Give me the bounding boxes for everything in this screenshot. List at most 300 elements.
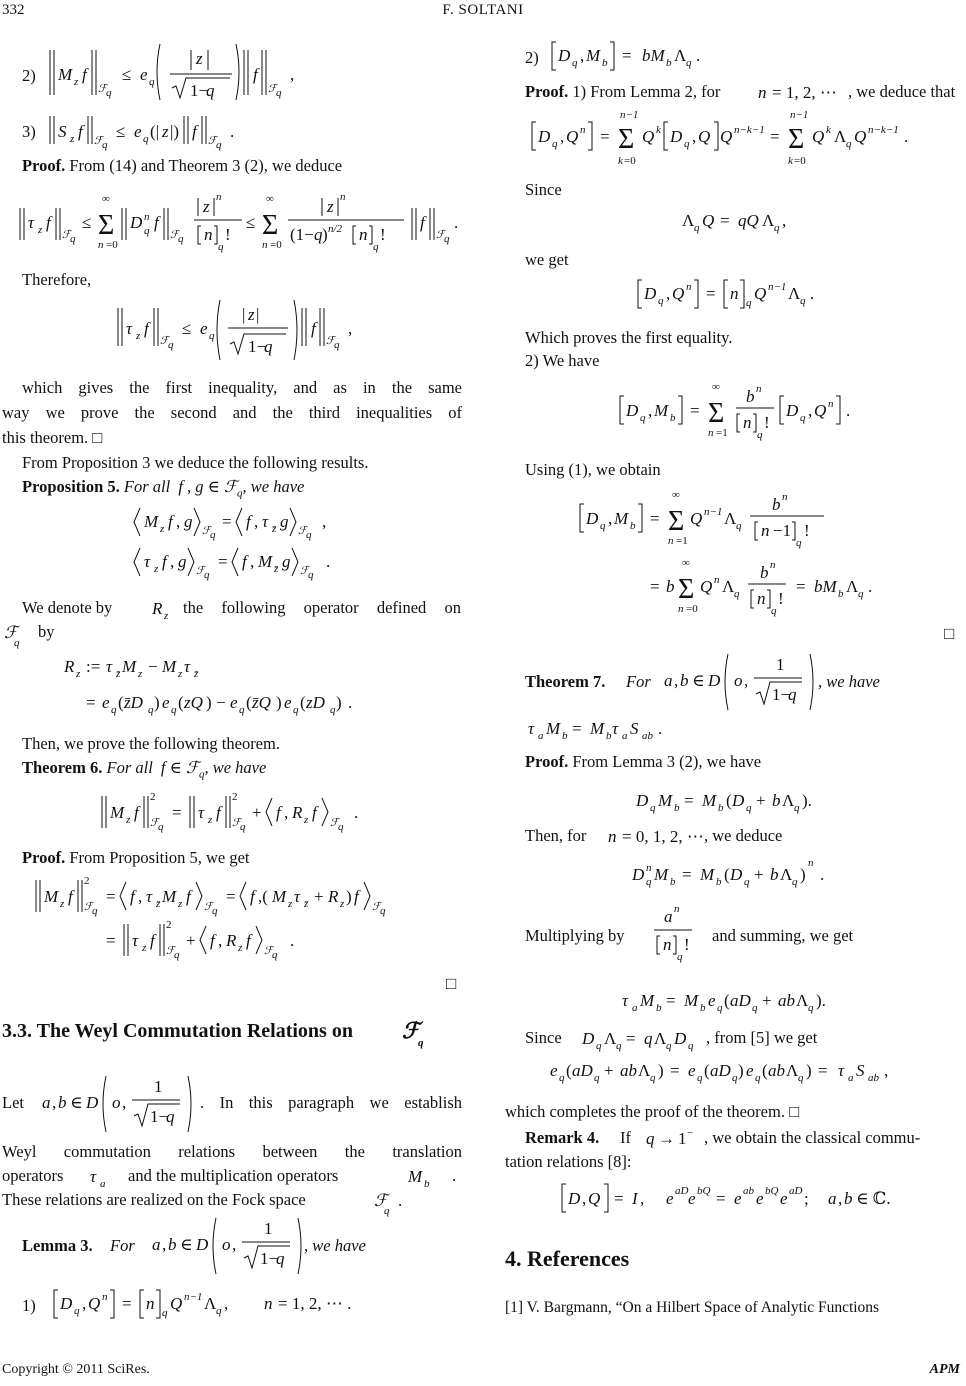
lemma-3-text-a: For	[110, 1236, 135, 1255]
theorem-6: Theorem 6. For all f ∈ ℱ$_q$, we have	[22, 758, 267, 781]
svg-text:=0: =0	[686, 603, 698, 615]
svg-text:aD: aD	[789, 1185, 803, 1197]
svg-text:qQ: qQ	[738, 211, 759, 230]
svg-text:ℱ: ℱ	[326, 335, 335, 347]
svg-text:a: a	[848, 1072, 854, 1084]
svg-text:b: b	[680, 671, 689, 690]
svg-text:q: q	[314, 225, 323, 244]
svg-text:q: q	[373, 241, 379, 253]
svg-text:n: n	[340, 191, 346, 203]
svg-text:q: q	[166, 1107, 175, 1126]
svg-text:n: n	[714, 574, 720, 586]
svg-text:Λ: Λ	[638, 1061, 651, 1080]
copyright-text: Copyright © 2011 SciRes.	[2, 1362, 150, 1377]
svg-text:q: q	[650, 1072, 656, 1084]
svg-text:D: D	[626, 401, 639, 420]
svg-text:z: z	[76, 668, 81, 680]
svg-text:Σ: Σ	[618, 124, 635, 155]
remark-4-text-c: tation relations [8]:	[505, 1152, 632, 1171]
svg-text:!: !	[804, 521, 810, 540]
svg-text:ℱ: ℱ	[4, 623, 18, 642]
running-author: F. SOLTANI	[442, 2, 524, 18]
svg-text:M: M	[162, 657, 177, 676]
svg-text:q: q	[732, 1072, 738, 1084]
svg-text:b: b	[424, 1178, 430, 1190]
svg-text:q: q	[334, 339, 340, 351]
page-header	[0, 2, 966, 24]
svg-text:D: D	[582, 1029, 595, 1048]
svg-text:ℱ: ℱ	[196, 565, 205, 577]
svg-text:M: M	[654, 865, 669, 884]
svg-text:q: q	[596, 1040, 602, 1052]
svg-text:τ: τ	[146, 887, 153, 906]
svg-text:ℱ: ℱ	[232, 817, 241, 829]
svg-text:τ: τ	[106, 657, 113, 676]
svg-text:aD: aD	[572, 1061, 593, 1080]
svg-text:1−: 1−	[260, 1249, 279, 1268]
svg-text:q: q	[788, 685, 797, 704]
svg-text:n: n	[646, 862, 652, 874]
svg-text:,: ,	[52, 1093, 57, 1112]
remark-4-label: Remark 4.	[525, 1128, 600, 1147]
svg-text:ℱ: ℱ	[268, 83, 277, 95]
svg-text:∈ ℂ.: ∈ ℂ.	[856, 1189, 891, 1208]
svg-text:q: q	[168, 339, 174, 351]
svg-text:.: .	[846, 401, 851, 420]
svg-text:1−: 1−	[190, 81, 209, 100]
using-1-text: Using (1), we obtain	[525, 460, 661, 479]
svg-text:M: M	[684, 991, 699, 1010]
svg-text:D: D	[538, 127, 551, 146]
svg-text:q: q	[616, 1040, 622, 1052]
svg-text:q: q	[148, 704, 154, 716]
svg-text:.: .	[658, 719, 663, 738]
svg-text:.: .	[820, 865, 825, 884]
svg-text:n: n	[264, 1294, 273, 1313]
svg-text:b: b	[772, 791, 781, 810]
svg-text:aD: aD	[675, 1185, 689, 1197]
svg-text:S: S	[630, 719, 639, 738]
svg-text:,: ,	[884, 1061, 889, 1080]
svg-text:f: f	[312, 803, 317, 822]
svg-text:2: 2	[150, 791, 156, 803]
svg-text:q: q	[239, 704, 245, 716]
svg-text:q: q	[650, 802, 656, 814]
svg-text:f: f	[420, 213, 425, 232]
svg-text:R: R	[152, 599, 163, 618]
svg-text:τ: τ	[622, 991, 629, 1010]
svg-text:f: f	[253, 65, 258, 84]
equation-lemma3-ab	[150, 1214, 330, 1278]
lemma-3-label: Lemma 3.	[22, 1236, 93, 1255]
svg-text:q: q	[846, 138, 852, 150]
svg-text:τ: τ	[198, 803, 205, 822]
svg-text:D: D	[196, 1235, 209, 1254]
svg-text:(: (	[762, 1061, 768, 1080]
equation-theorem-6	[100, 788, 380, 838]
completes-text: which completes the proof of the theorem. □	[505, 1102, 800, 1121]
right-proof-label: Proof.	[525, 82, 569, 101]
page-footer	[0, 1362, 966, 1384]
svg-text:n: n	[828, 398, 834, 410]
svg-text:e: e	[140, 65, 148, 84]
svg-text:g: g	[184, 512, 193, 531]
svg-text:=: =	[796, 577, 806, 596]
svg-text:f: f	[162, 552, 167, 571]
theorem-6-label: Theorem 6.	[22, 758, 103, 777]
svg-text:q: q	[293, 704, 299, 716]
svg-text:z: z	[248, 305, 255, 324]
theorem-7-text-a: For	[626, 672, 651, 691]
equation-rz-definition	[62, 652, 422, 722]
svg-text:ℱ: ℱ	[166, 945, 175, 957]
svg-text:b: b	[562, 730, 568, 742]
proof-1	[22, 156, 342, 176]
svg-text:ℱ: ℱ	[330, 817, 339, 829]
proposition-5: Proposition 5. For all f , g ∈ ℱ$_q$, we have	[22, 477, 305, 500]
svg-text:,: ,	[254, 512, 259, 531]
svg-text:,: ,	[322, 512, 327, 531]
svg-text:ab: ab	[778, 991, 795, 1010]
svg-text:e: e	[780, 1189, 788, 1208]
equation-tau-mb	[620, 984, 880, 1018]
svg-text:k: k	[618, 155, 623, 167]
symbol-q-limit	[644, 1124, 704, 1152]
svg-text:,: ,	[122, 1093, 127, 1112]
svg-text:Q: Q	[170, 1294, 183, 1313]
svg-text:Q: Q	[854, 127, 867, 146]
proof-3	[525, 752, 761, 772]
svg-text:=1: =1	[716, 427, 728, 439]
svg-text:M: M	[162, 887, 177, 906]
qed-box-right: □	[944, 624, 955, 643]
theorem-7-label: Theorem 7.	[525, 672, 606, 691]
svg-text:n: n	[674, 903, 680, 915]
proposition-5-text-a: For all	[123, 477, 171, 496]
svg-text:= 0, 1, 2, ⋯: = 0, 1, 2, ⋯	[622, 827, 704, 846]
symbol-fock-space-2	[372, 1186, 422, 1216]
svg-text:f: f	[150, 931, 155, 950]
svg-text:.: .	[398, 1191, 403, 1210]
svg-text:n−1: n−1	[184, 1291, 203, 1303]
svg-text:z: z	[203, 197, 210, 216]
svg-text:=: =	[614, 1189, 624, 1208]
svg-text:Q: Q	[700, 577, 713, 596]
then-for-text-b: , we deduce	[704, 826, 783, 845]
svg-text:ℱ: ℱ	[94, 135, 103, 147]
svg-text:,: ,	[648, 401, 653, 420]
svg-text:.: .	[354, 803, 359, 822]
svg-text:q: q	[796, 537, 802, 549]
svg-text:n: n	[730, 284, 739, 303]
svg-text:,: ,	[580, 46, 585, 65]
svg-text:.: .	[904, 127, 909, 146]
svg-text:Λ: Λ	[762, 211, 775, 230]
svg-text:Q: Q	[812, 127, 825, 146]
svg-text:∞: ∞	[266, 193, 274, 205]
svg-text:=: =	[106, 887, 116, 906]
svg-text:bM: bM	[642, 46, 665, 65]
svg-text:Λ: Λ	[786, 1061, 799, 1080]
svg-text:n−k−1: n−k−1	[868, 124, 899, 136]
svg-text:≤: ≤	[116, 122, 126, 141]
svg-text:,: ,	[608, 509, 613, 528]
svg-text:q: q	[218, 241, 224, 253]
svg-text:q: q	[444, 233, 450, 245]
svg-text:ℱ: ℱ	[298, 525, 307, 537]
svg-text:τ: τ	[90, 1167, 97, 1186]
svg-text:f: f	[246, 512, 251, 531]
svg-text:D: D	[632, 865, 645, 884]
svg-text:n: n	[102, 1291, 108, 1303]
svg-text:n−1: n−1	[620, 109, 639, 121]
svg-text:n: n	[770, 559, 776, 571]
svg-text:f: f	[210, 931, 215, 950]
equation-lambda-q	[680, 206, 820, 236]
svg-text:z̄: z̄	[272, 523, 277, 535]
svg-text:D: D	[60, 1294, 73, 1313]
svg-text:−: −	[216, 693, 226, 712]
svg-text:b: b	[602, 57, 608, 69]
svg-text:,(: ,(	[258, 887, 268, 906]
svg-text:D: D	[786, 401, 799, 420]
svg-text:z: z	[142, 942, 147, 954]
svg-text:Q: Q	[88, 1294, 101, 1313]
svg-text:ℱ: ℱ	[402, 1018, 420, 1043]
equation-lemma3-item1	[52, 1286, 392, 1322]
svg-text:q: q	[216, 139, 222, 151]
svg-text:(: (	[300, 693, 306, 712]
svg-text:q: q	[755, 1072, 761, 1084]
symbol-rz	[150, 596, 180, 622]
svg-text:q: q	[276, 87, 282, 99]
svg-text:ℱ: ℱ	[98, 83, 107, 95]
svg-text:f: f	[82, 65, 87, 84]
svg-text:≤: ≤	[246, 213, 256, 232]
and-summing-text: and summing, we get	[712, 926, 854, 945]
svg-text:∞: ∞	[672, 489, 680, 501]
svg-text:.: .	[868, 577, 873, 596]
equation-dq-mb-computation	[578, 486, 918, 617]
proposition-5-label: Proposition 5.	[22, 477, 120, 496]
svg-text:,: ,	[284, 803, 289, 822]
svg-text:b: b	[746, 387, 755, 406]
svg-text:−: −	[148, 657, 158, 676]
svg-text:f: f	[216, 803, 221, 822]
svg-text:ℱ: ℱ	[160, 335, 169, 347]
svg-text:M: M	[44, 887, 59, 906]
svg-text:,: ,	[232, 1235, 237, 1254]
equation-prop5-a	[132, 504, 372, 540]
right-proof-text: 1) From Lemma 2, for	[572, 82, 721, 101]
svg-text:n: n	[678, 603, 684, 615]
svg-text:f: f	[276, 803, 281, 822]
equation-tau-bound	[118, 296, 358, 366]
svg-text:z: z	[126, 814, 131, 826]
svg-text:): )	[800, 865, 806, 884]
svg-text:τ: τ	[184, 657, 191, 676]
svg-text:n/2: n/2	[328, 223, 343, 235]
svg-text:=0: =0	[624, 155, 636, 167]
svg-text:(: (	[704, 1061, 710, 1080]
svg-text:e: e	[550, 1061, 558, 1080]
weyl-text-multiplication: and the multiplication operators	[128, 1166, 339, 1185]
weyl-text-line-3: These relations are realized on the Fock space	[2, 1190, 306, 1209]
symbol-tau-a	[88, 1162, 118, 1190]
equation-dq-lambda	[580, 1024, 720, 1052]
svg-text:z: z	[340, 898, 345, 910]
svg-text:o: o	[222, 1235, 231, 1254]
theorem-6-text-b: , we have	[204, 758, 267, 777]
svg-text:k: k	[656, 124, 661, 136]
equation-dq-mb-commute	[634, 784, 854, 818]
svg-text:z: z	[138, 668, 143, 680]
svg-text:z̄Q: z̄Q	[252, 693, 271, 712]
denote-text-a: We denote by	[22, 598, 113, 617]
svg-text:−: −	[687, 1127, 694, 1139]
svg-text:q: q	[666, 1040, 672, 1052]
proof-1-text: From (14) and Theorem 3 (2), we deduce	[69, 156, 343, 175]
svg-text:=: =	[684, 791, 694, 810]
equation-let-ab	[40, 1072, 220, 1136]
svg-text:.: .	[810, 284, 815, 303]
svg-text:q: q	[771, 605, 777, 617]
svg-text:τ: τ	[294, 887, 301, 906]
svg-text:z: z	[288, 898, 293, 910]
svg-text:R: R	[292, 803, 303, 822]
svg-text:Λ: Λ	[722, 577, 735, 596]
svg-text:=: =	[172, 803, 182, 822]
svg-text:(: (	[246, 693, 252, 712]
equation-dq-mb-series	[618, 378, 878, 448]
svg-text:f: f	[154, 213, 159, 232]
svg-text:=: =	[720, 211, 730, 230]
svg-text:=: =	[122, 1294, 132, 1313]
svg-text:f: f	[168, 512, 173, 531]
svg-text:=: =	[716, 1189, 726, 1208]
svg-text:+: +	[754, 865, 764, 884]
svg-text:q: q	[74, 1305, 80, 1317]
svg-text:o: o	[734, 671, 743, 690]
svg-text:n: n	[686, 281, 692, 293]
svg-text:,: ,	[674, 671, 679, 690]
since2-text-b: , from [5] we get	[706, 1028, 818, 1047]
svg-text:,: ,	[82, 1294, 87, 1313]
we-get-text: we get	[525, 250, 569, 269]
let-text-b: . In this paragraph we establish	[200, 1093, 462, 1112]
item-1-label: 1)	[22, 1296, 36, 1315]
svg-text:q: q	[206, 81, 215, 100]
svg-text:Λ: Λ	[204, 1294, 217, 1313]
svg-text:=: =	[666, 991, 676, 1010]
svg-text:Λ: Λ	[782, 791, 795, 810]
svg-text:f: f	[192, 122, 197, 141]
svg-text:f: f	[242, 552, 247, 571]
svg-text:ℱ: ℱ	[372, 901, 381, 913]
svg-text:.: .	[326, 552, 331, 571]
svg-text:q: q	[171, 704, 177, 716]
svg-text:q: q	[792, 876, 798, 888]
svg-text:!: !	[684, 935, 690, 954]
svg-text:=: =	[706, 284, 716, 303]
svg-text:n−1: n−1	[790, 109, 809, 121]
svg-text:q: q	[559, 1072, 565, 1084]
svg-text:=: =	[626, 1029, 636, 1048]
weyl-text-line-1: Weyl commutation relations between the translation	[2, 1142, 462, 1161]
svg-text:,: ,	[782, 211, 787, 230]
svg-text:τ: τ	[262, 512, 269, 531]
svg-text:|: |	[256, 305, 260, 324]
svg-text:τ: τ	[612, 719, 619, 738]
svg-text:1−: 1−	[772, 685, 791, 704]
svg-text:f: f	[134, 803, 139, 822]
svg-text:=1: =1	[676, 535, 688, 547]
svg-text:q: q	[646, 876, 652, 888]
svg-text:ab: ab	[743, 1185, 754, 1197]
which-gives-line-3: this theorem. □	[2, 428, 103, 447]
svg-text:): )	[322, 225, 328, 244]
svg-text:M: M	[122, 657, 137, 676]
svg-text:n: n	[758, 83, 767, 102]
svg-text:Σ: Σ	[788, 124, 805, 155]
svg-text:): )	[154, 693, 160, 712]
svg-text:+: +	[604, 1061, 614, 1080]
svg-text:Q: Q	[814, 401, 827, 420]
svg-text:τ: τ	[28, 213, 35, 232]
svg-text:f: f	[311, 319, 316, 338]
svg-text:= 1, 2, ⋯ .: = 1, 2, ⋯ .	[278, 1294, 352, 1313]
svg-text:q: q	[204, 569, 210, 581]
svg-text:n: n	[216, 191, 222, 203]
svg-text:+: +	[314, 887, 324, 906]
denote-text-b: the following operator defined on	[183, 598, 461, 617]
svg-text:,: ,	[582, 1189, 587, 1208]
svg-text:Q: Q	[642, 127, 655, 146]
theorem-7-text-b: , we have	[818, 672, 880, 691]
svg-text:ℱ: ℱ	[62, 229, 71, 241]
svg-text:Λ: Λ	[834, 127, 847, 146]
svg-text:M: M	[700, 865, 715, 884]
svg-text:q: q	[158, 821, 164, 833]
svg-text:q: q	[717, 1002, 723, 1014]
svg-text:e: e	[688, 1189, 696, 1208]
equation-dq-n-mb	[630, 852, 870, 892]
svg-text:!: !	[764, 413, 770, 432]
svg-text:Q: Q	[720, 127, 733, 146]
svg-text:n: n	[262, 239, 268, 251]
svg-text:q: q	[380, 905, 386, 917]
svg-text:n: n	[782, 491, 788, 503]
svg-text:q: q	[694, 222, 700, 234]
svg-text:q: q	[330, 704, 336, 716]
svg-text:1−: 1−	[150, 1107, 169, 1126]
references-title: 4. References	[505, 1246, 630, 1271]
svg-text:n: n	[204, 225, 213, 244]
svg-text:2: 2	[232, 791, 238, 803]
svg-text:q: q	[640, 412, 646, 424]
symbol-n-range-2	[606, 822, 716, 850]
svg-text:∞: ∞	[682, 557, 690, 569]
proof-1-label: Proof.	[22, 156, 66, 175]
svg-text:f: f	[68, 887, 73, 906]
svg-text:,: ,	[666, 284, 671, 303]
svg-text:q: q	[734, 588, 740, 600]
proof-2	[22, 848, 249, 868]
svg-text:Λ: Λ	[796, 991, 809, 1010]
svg-text:2: 2	[166, 919, 172, 931]
svg-text:ℱ: ℱ	[436, 229, 445, 241]
svg-text:q: q	[757, 429, 763, 441]
